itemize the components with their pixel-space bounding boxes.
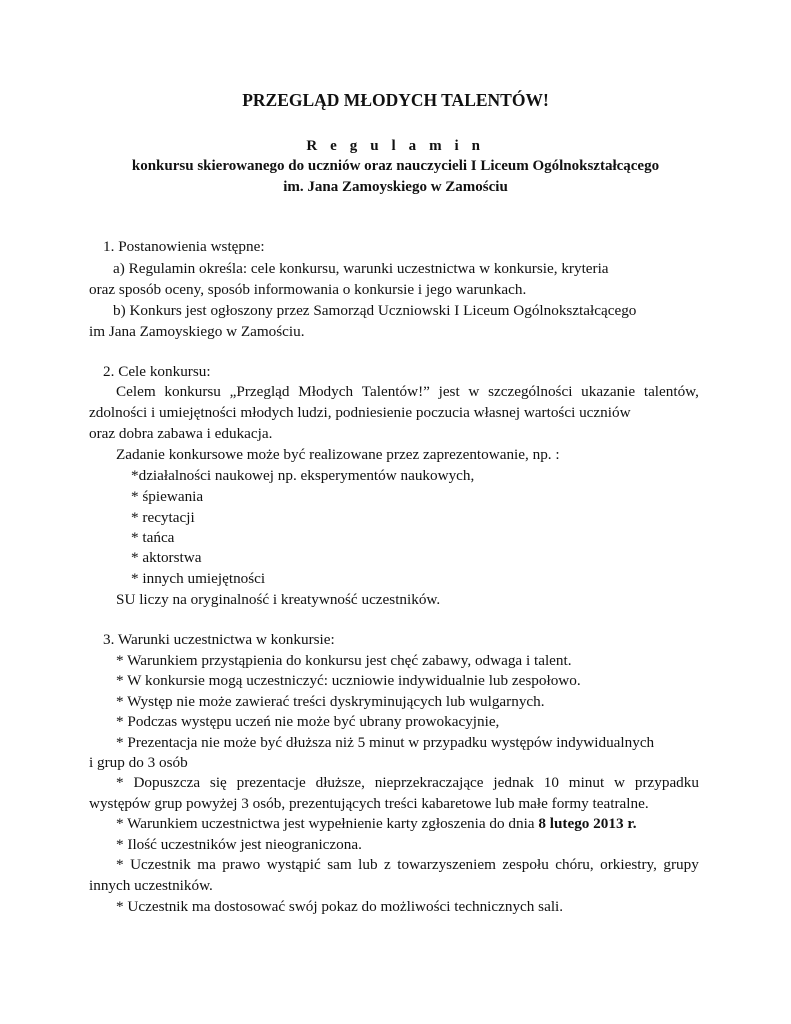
word: „Przegląd bbox=[229, 383, 290, 400]
word: sam bbox=[327, 856, 352, 873]
word: * bbox=[116, 774, 124, 791]
word: prezentacje bbox=[236, 774, 306, 791]
condition-line-justified bbox=[116, 773, 699, 793]
section-1-b-line-1: b) Konkurs jest ogłoszony przez Samorząd Uczniowski I Liceum Ogólnokształcącego bbox=[113, 302, 637, 319]
list-item: * innych umiejętności bbox=[131, 570, 266, 587]
deadline-text: * Warunkiem uczestnictwa jest wypełnienie karty zgłoszenia do dnia bbox=[116, 815, 535, 832]
word: lub bbox=[358, 856, 378, 873]
section-2-task-intro: Zadanie konkursowe może być realizowane przez zaprezentowanie, np. : bbox=[116, 446, 560, 463]
word: prawo bbox=[222, 856, 261, 873]
word: towarzyszeniem bbox=[397, 856, 496, 873]
word: nieprzekraczające bbox=[374, 774, 484, 791]
subtitle-line-2: im. Jana Zamoyskiego w Zamościu bbox=[283, 179, 508, 195]
word: w bbox=[614, 774, 626, 791]
word: dłuższe, bbox=[315, 774, 365, 791]
word: z bbox=[384, 856, 391, 873]
word: Celem bbox=[116, 383, 156, 400]
word: wystąpić bbox=[266, 856, 321, 873]
word: ma bbox=[197, 856, 216, 873]
condition-line-deadline bbox=[116, 814, 637, 834]
condition-line: * Prezentacja nie może być dłuższa niż 5 minut w przypadku występów indywidualnych bbox=[116, 734, 655, 751]
section-2-heading: 2. Cele konkursu: bbox=[103, 363, 211, 380]
word: Młodych bbox=[298, 383, 354, 400]
word: Dopuszcza bbox=[133, 774, 201, 791]
list-item: * tańca bbox=[131, 529, 175, 546]
word: jest bbox=[438, 383, 460, 400]
condition-line: * Warunkiem przystąpienia do konkursu jest chęć zabawy, odwaga i talent. bbox=[116, 652, 572, 669]
list-item: * aktorstwa bbox=[131, 549, 202, 566]
word: przypadku bbox=[634, 774, 699, 791]
word: zespołu bbox=[502, 856, 549, 873]
condition-line: * Podczas występu uczeń nie może być ubrany prowokacyjnie, bbox=[116, 713, 500, 730]
condition-line-continued: i grup do 3 osób bbox=[89, 754, 188, 771]
word: minut bbox=[568, 774, 605, 791]
word: konkursu bbox=[164, 383, 221, 400]
word: talentów, bbox=[643, 383, 699, 400]
section-1-a-line-1: a) Regulamin określa: cele konkursu, warunki uczestnictwa w konkursie, kryteria bbox=[113, 260, 609, 277]
condition-line-continued: występów grup powyżej 3 osób, prezentujących treści kabaretowe lub małe formy teatralne. bbox=[89, 795, 649, 812]
word: szczególności bbox=[488, 383, 573, 400]
condition-line: * W konkursie mogą uczestniczyć: uczniowie indywidualnie lub zespołowo. bbox=[116, 672, 581, 689]
word: grupy bbox=[663, 856, 699, 873]
word: Talentów!” bbox=[361, 383, 430, 400]
condition-line-continued: innych uczestników. bbox=[89, 877, 213, 894]
word: chóru, bbox=[555, 856, 594, 873]
word: 10 bbox=[543, 774, 559, 791]
word: w bbox=[468, 383, 480, 400]
regulamin-label: R e g u l a m i n bbox=[306, 138, 485, 154]
word: orkiestry, bbox=[600, 856, 657, 873]
word: * bbox=[116, 856, 124, 873]
section-1-b-line-2: im Jana Zamoyskiego w Zamościu. bbox=[89, 323, 305, 340]
word: ukazanie bbox=[581, 383, 636, 400]
list-item: * śpiewania bbox=[131, 488, 204, 505]
document-title: PRZEGLĄD MŁODYCH TALENTÓW! bbox=[242, 90, 549, 110]
list-item: *działalności naukowej np. eksperymentów naukowych, bbox=[131, 467, 475, 484]
word: się bbox=[209, 774, 227, 791]
section-2-closing: SU liczy na oryginalność i kreatywność uczestników. bbox=[116, 591, 441, 608]
word: jednak bbox=[493, 774, 534, 791]
condition-line: * Występ nie może zawierać treści dyskryminujących lub wulgarnych. bbox=[116, 693, 545, 710]
condition-line: * Ilość uczestników jest nieograniczona. bbox=[116, 836, 362, 853]
section-1-a-line-2: oraz sposób oceny, sposób informowania o konkursie i jego warunkach. bbox=[89, 281, 527, 298]
list-item: * recytacji bbox=[131, 509, 195, 526]
deadline-date: 8 lutego 2013 r. bbox=[538, 815, 637, 832]
subtitle-line-1: konkursu skierowanego do uczniów oraz nauczycieli I Liceum Ogólnokształcącego bbox=[131, 158, 660, 174]
condition-line: * Uczestnik ma dostosować swój pokaz do możliwości technicznych sali. bbox=[116, 898, 564, 915]
word: Uczestnik bbox=[130, 856, 191, 873]
section-2-paragraph-line-2: zdolności i umiejętności młodych ludzi, podniesienie poczucia własnej wartości uczniów bbox=[89, 404, 631, 421]
section-2-paragraph-line-3: oraz dobra zabawa i edukacja. bbox=[89, 425, 273, 442]
section-2-paragraph-line-1 bbox=[116, 382, 699, 402]
condition-line-justified bbox=[116, 855, 699, 875]
section-1-heading: 1. Postanowienia wstępne: bbox=[103, 238, 265, 255]
section-3-heading: 3. Warunki uczestnictwa w konkursie: bbox=[103, 631, 335, 648]
